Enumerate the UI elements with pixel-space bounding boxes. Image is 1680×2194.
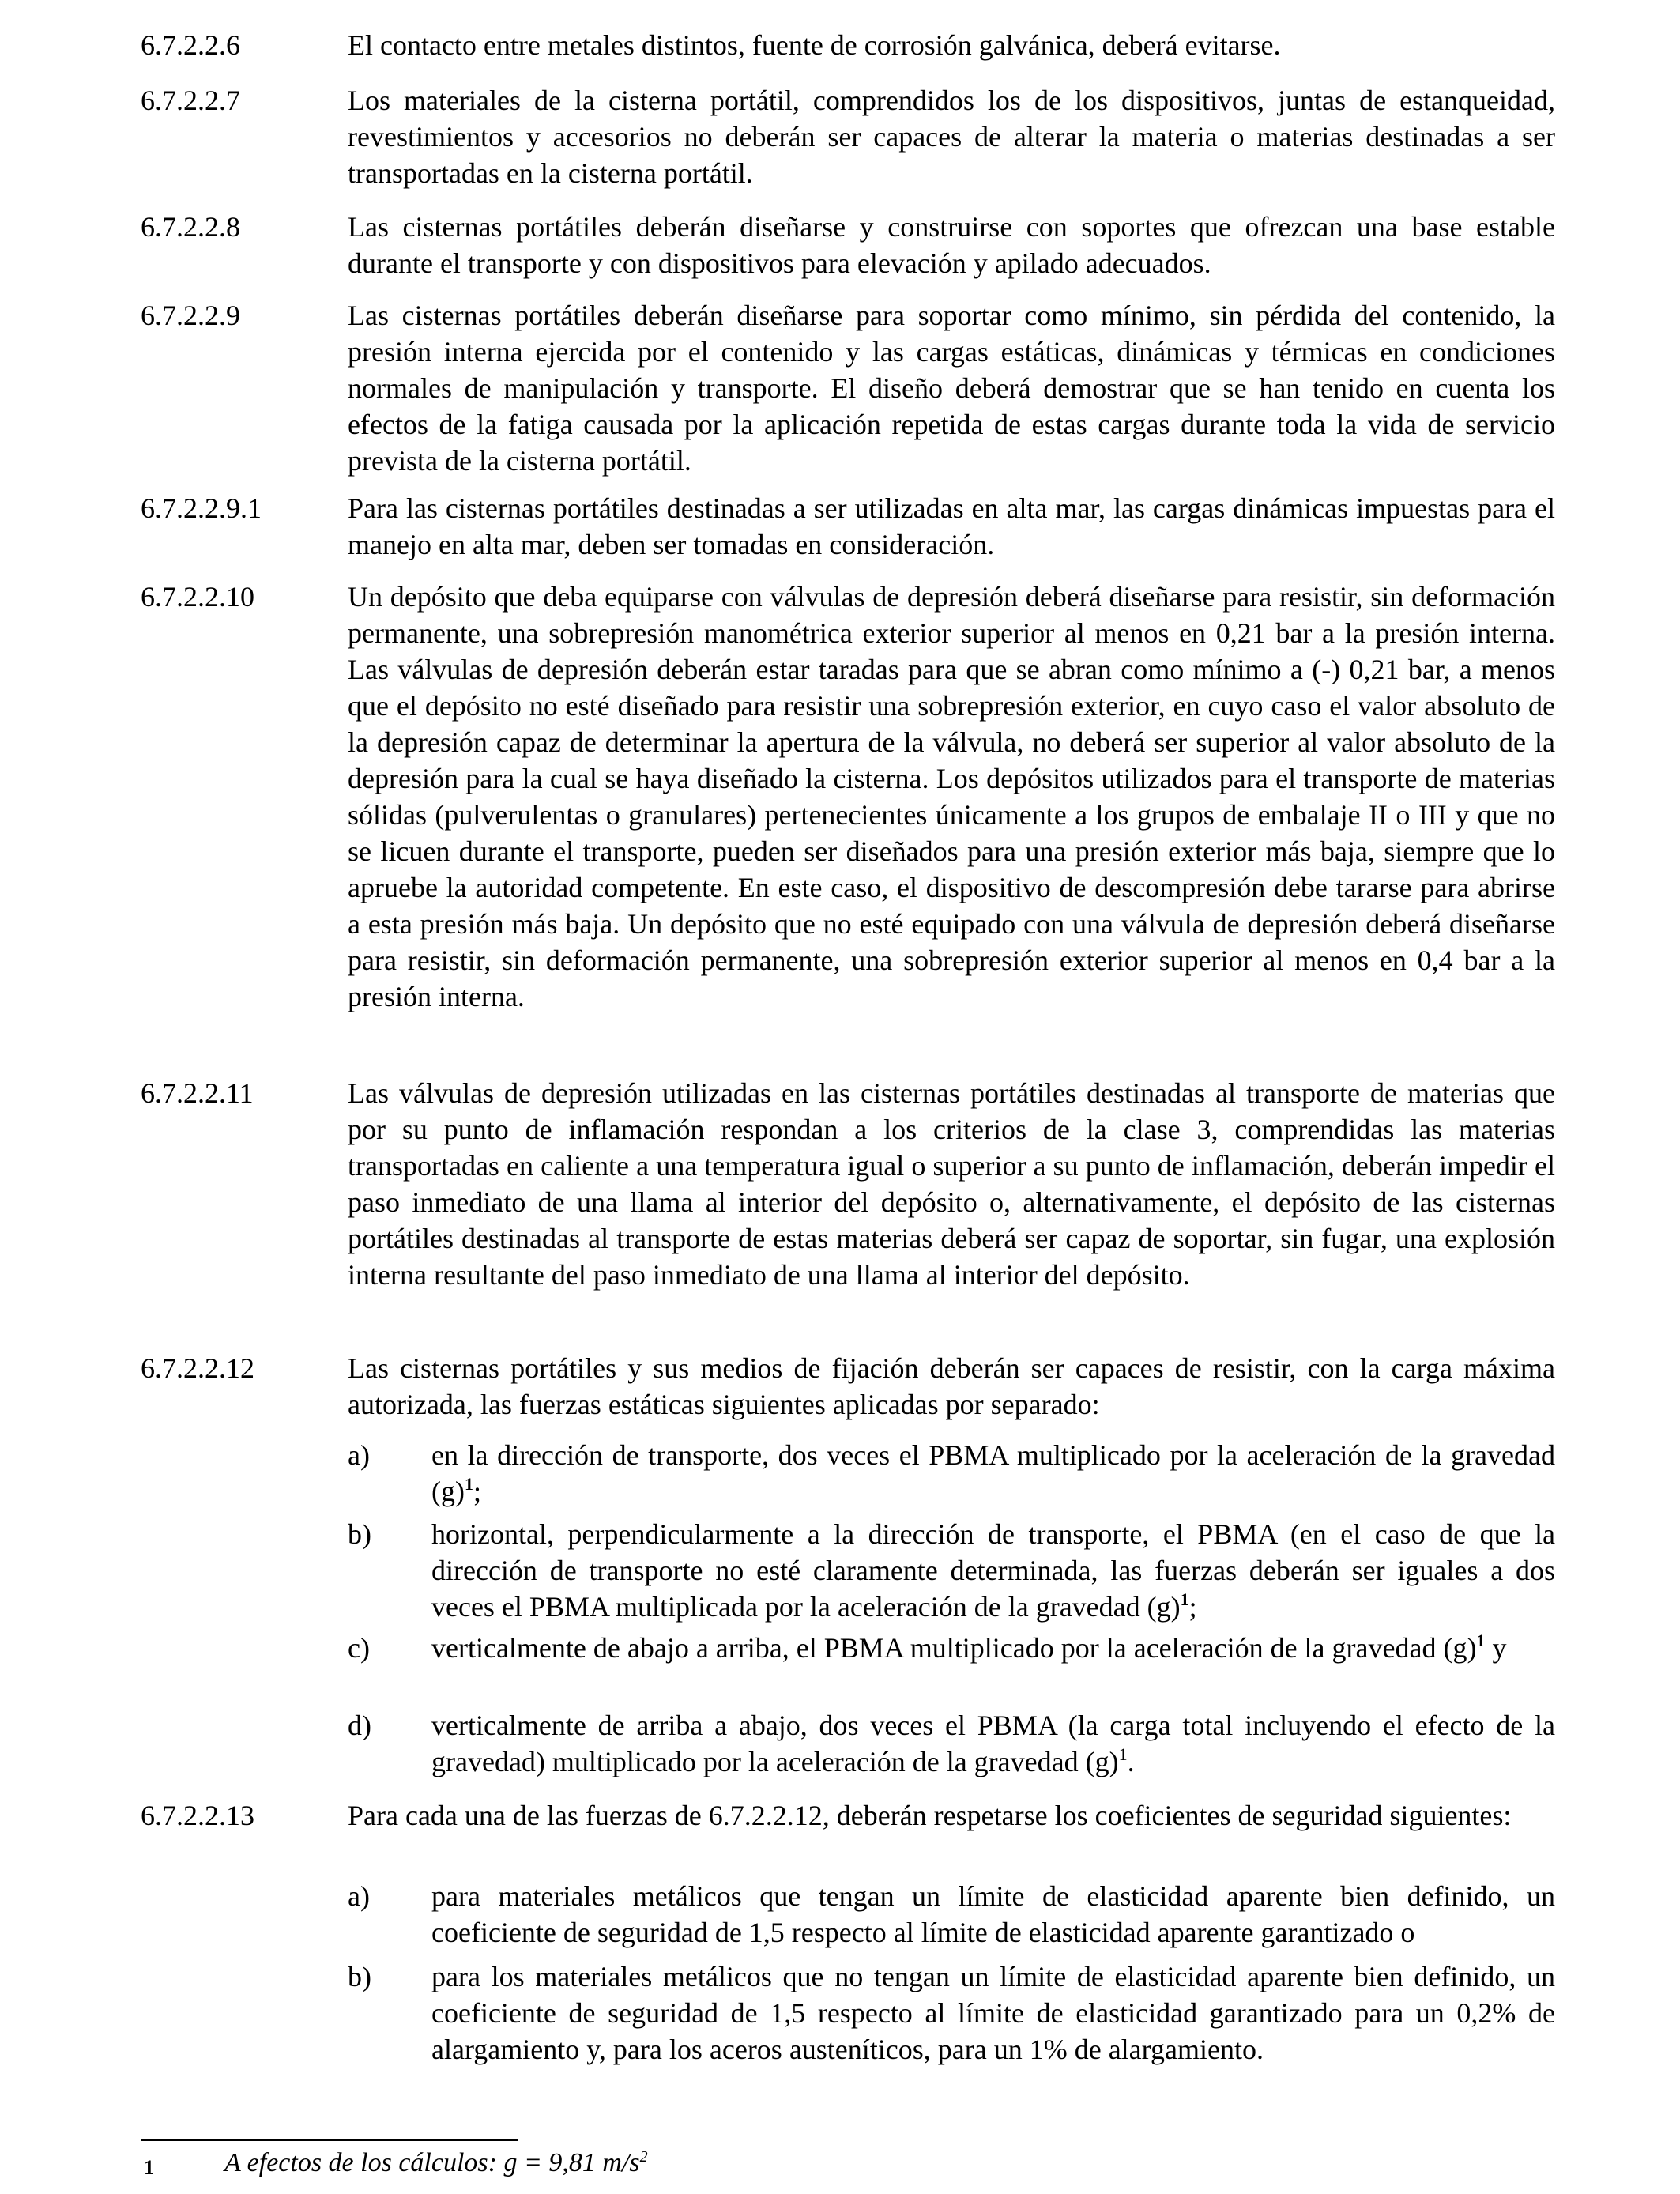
paragraph-text: Las cisternas portátiles y sus medios de fijación deberán ser capaces de resistir, con la carga máxima autorizada, las fuerzas estáticas siguientes aplicadas por separado: (348, 1352, 1555, 1420)
paragraph-6-7-2-2-9 (141, 297, 1555, 479)
paragraph-number: 6.7.2.2.8 (141, 211, 240, 243)
paragraph-text: Para las cisternas portátiles destinadas a ser utilizadas en alta mar, las cargas dinámicas impuestas para el manejo en alta mar, deben ser tomadas en consideración. (348, 492, 1555, 560)
paragraph-6-7-2-2-10 (141, 579, 1555, 1015)
paragraph-number: 6.7.2.2.9 (141, 300, 240, 331)
list-item-12-a (348, 1437, 1555, 1510)
footnote-separator (141, 2139, 518, 2141)
paragraph-text: El contacto entre metales distintos, fuente de corrosión galvánica, deberá evitarse. (348, 29, 1281, 61)
paragraph-number: 6.7.2.2.7 (141, 85, 240, 116)
paragraph-6-7-2-2-12 (141, 1350, 1555, 1423)
list-item-label: b) (348, 1518, 371, 1550)
list-item-text: en la dirección de transporte, dos veces el PBMA multiplicado por la aceleración de la gravedad $(g)^1$; (431, 1439, 1555, 1507)
list-item-text: verticalmente de arriba a abajo, dos veces el PBMA (la carga total incluyendo el efecto de la gravedad) multiplicado por la aceleración de la gravedad $(g)^1$. (431, 1710, 1555, 1777)
paragraph-number: 6.7.2.2.11 (141, 1077, 254, 1109)
list-item-13-b (348, 1958, 1555, 2068)
list-item-label: b) (348, 1961, 371, 1992)
paragraph-number: 6.7.2.2.9.1 (141, 492, 262, 524)
paragraph-6-7-2-2-9-1 (141, 490, 1555, 563)
paragraph-text: Los materiales de la cisterna portátil, comprendidos los de los dispositivos, juntas de estanqueidad, revestimientos y accesorios no deberán ser capaces de alterar la materia o materias destinadas a ser transportadas en la cisterna portátil. (348, 85, 1555, 189)
footnote-ref: 1 (1476, 1630, 1486, 1650)
paragraph-text: Un depósito que deba equiparse con válvulas de depresión deberá diseñarse para resistir, sin deformación permanente, una sobrepresión manométrica exterior superior al menos en 0,21 bar a la presión interna. Las válvulas de depresión deberán estar taradas para que se abran como mínimo a (-) 0,21 bar, a menos que el depósito no esté diseñado para resistir una sobrepresión exterior, en cuyo caso el valor absoluto de la depresión capaz de determinar la apertura de la válvula, no deberá ser superior al valor absoluto de la depresión para la cual se haya diseñado la cisterna. Los depósitos utilizados para el transporte de materias sólidas (pulverulentas o granulares) pertenecientes únicamente a los grupos de embalaje II o III y que no se licuen durante el transporte, pueden ser diseñados para una presión exterior más baja, siempre que lo apruebe la autoridad competente. En este caso, el dispositivo de descompresión debe tararse para abrirse a esta presión más baja. Un depósito que no esté equipado con una válvula de depresión deberá diseñarse para resistir, sin deformación permanente, una sobrepresión exterior superior al menos en 0,4 bar a la presión interna. (348, 581, 1555, 1012)
list-item-label: a) (348, 1880, 370, 1912)
paragraph-6-7-2-2-11 (141, 1075, 1555, 1293)
footnote-text: A efectos de los cálculos: g = 9,81 $m/s^2$ (224, 2148, 648, 2177)
paragraph-6-7-2-2-8 (141, 209, 1555, 281)
list-item-13-a (348, 1878, 1555, 1951)
list-item-label: c) (348, 1632, 370, 1664)
paragraph-number: 6.7.2.2.10 (141, 581, 254, 613)
list-item-text: horizontal, perpendicularmente a la dirección de transporte, el PBMA (en el caso de que la dirección de transporte no esté claramente determinada, las fuerzas deberán ser iguales a dos veces el PBMA multiplicada por la aceleración de la gravedad $(g)^1$; (431, 1518, 1555, 1623)
paragraph-6-7-2-2-6 (141, 27, 1555, 63)
footnote-mark: 1 (144, 2156, 154, 2179)
paragraph-text: Para cada una de las fuerzas de 6.7.2.2.12, deberán respetarse los coeficientes de seguridad siguientes: (348, 1800, 1512, 1831)
paragraph-number: 6.7.2.2.6 (141, 29, 240, 61)
list-item-12-d (348, 1707, 1555, 1780)
list-item-label: d) (348, 1710, 371, 1741)
paragraph-number: 6.7.2.2.13 (141, 1800, 254, 1831)
paragraph-number: 6.7.2.2.12 (141, 1352, 254, 1384)
list-item-label: a) (348, 1439, 370, 1471)
list-item-12-b (348, 1516, 1555, 1625)
list-item-text: para materiales metálicos que tengan un límite de elasticidad aparente bien definido, un coeficiente de seguridad de 1,5 respecto al límite de elasticidad aparente garantizado o (431, 1880, 1555, 1948)
paragraph-text: Las cisternas portátiles deberán diseñarse y construirse con soportes que ofrezcan una base estable durante el transporte y con dispositivos para elevación y apilado adecuados. (348, 211, 1555, 279)
footnote-ref: 1 (1180, 1589, 1189, 1609)
footnote-ref: 1 (464, 1474, 473, 1494)
list-item-text: verticalmente de abajo a arriba, el PBMA multiplicado por la aceleración de la gravedad $(g)^1$ y (431, 1630, 1507, 1664)
footnote-ref: 1 (1118, 1744, 1128, 1764)
paragraph-text: Las válvulas de depresión utilizadas en las cisternas portátiles destinadas al transporte de materias que por su punto de inflamación respondan a los criterios de la clase 3, comprendidas las materias transportadas en caliente a una temperatura igual o superior a su punto de inflamación, deberán impedir el paso inmediato de una llama al interior del depósito o, alternativamente, el depósito de las cisternas portátiles destinadas al transporte de estas materias deberá ser capaz de soportar, sin fugar, una explosión interna resultante del paso inmediato de una llama al interior del depósito. (348, 1077, 1555, 1291)
list-item-12-c (348, 1630, 1555, 1666)
paragraph-text: Las cisternas portátiles deberán diseñarse para soportar como mínimo, sin pérdida del contenido, la presión interna ejercida por el contenido y las cargas estáticas, dinámicas y térmicas en condiciones normales de manipulación y transporte. El diseño deberá demostrar que se han tenido en cuenta los efectos de la fatiga causada por la aplicación repetida de estas cargas durante toda la vida de servicio prevista de la cisterna portátil. (348, 300, 1555, 477)
paragraph-6-7-2-2-7 (141, 82, 1555, 191)
list-item-text: para los materiales metálicos que no tengan un límite de elasticidad aparente bien definido, un coeficiente de seguridad de 1,5 respecto al límite de elasticidad garantizado para un 0,2% de alargamiento y, para los aceros austeníticos, para un 1% de alargamiento. (431, 1961, 1555, 2065)
footnote-superscript: 2 (639, 2148, 648, 2166)
paragraph-6-7-2-2-13 (141, 1797, 1555, 1834)
